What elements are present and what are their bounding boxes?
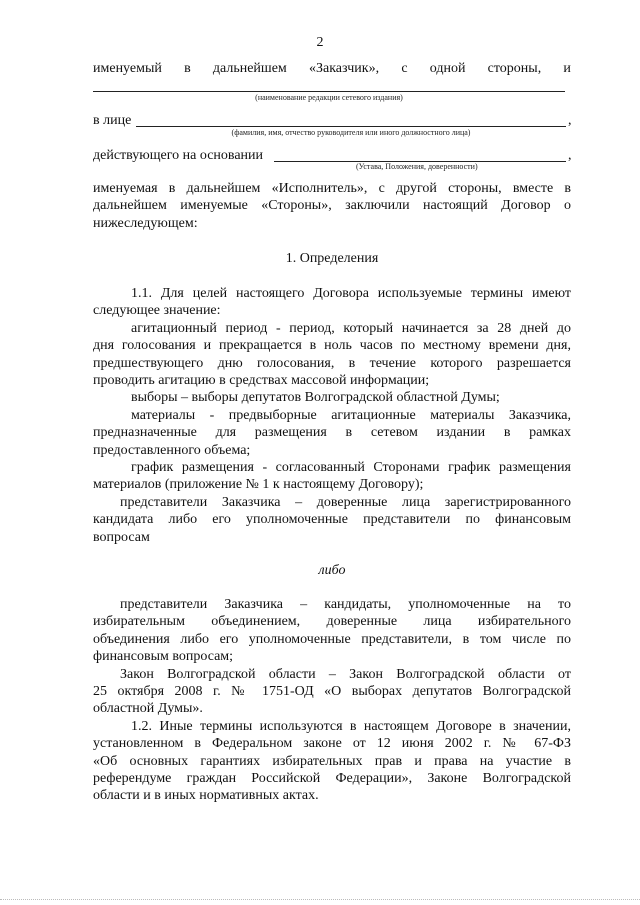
- text-line: нижеследующем:: [93, 215, 198, 231]
- text-line: агитационный период - период, который начинается за 28 дней до: [131, 320, 571, 336]
- text-line: предоставленного объема;: [93, 442, 251, 458]
- header-word: именуемый: [93, 61, 162, 76]
- text-line: объединения либо его уполномоченные представители, в том числе по: [93, 631, 571, 647]
- header-word: дальнейшем: [212, 61, 287, 76]
- text-line: областной Думы».: [93, 701, 203, 717]
- basis-caption: (Устава, Положения, доверенности): [356, 162, 478, 171]
- header-word: стороны,: [487, 61, 542, 76]
- text-line: установленном в Федеральном законе от 12 июня 2002 г. № 67-ФЗ: [93, 736, 571, 752]
- header-word: и: [563, 61, 571, 76]
- in-person-line: [136, 126, 566, 127]
- page-number: 2: [316, 35, 324, 50]
- text-line: представители Заказчика – доверенные лица зарегистрированного: [120, 494, 571, 510]
- text-line: проводить агитацию в средствах массовой информации;: [93, 373, 430, 388]
- text-line: Закон Волгоградской области – Закон Волгоградской области от: [120, 666, 571, 682]
- text-line: избирательным объединением, доверенные лица избирательного: [93, 614, 571, 630]
- text-line: именуемая в дальнейшем «Исполнитель», с другой стороны, вместе в: [93, 181, 571, 196]
- text-line: 1.2. Иные термины используются в настоящем Договоре в значении,: [131, 718, 571, 734]
- header-word: «Заказчик»,: [308, 61, 380, 76]
- publication-name-line: [93, 91, 565, 92]
- text-line: предназначенные для размещения в сетевом издании в рамках: [93, 425, 571, 441]
- text-line: референдуме граждан Российской Федерации», Законе Волгоградской: [93, 771, 571, 786]
- text-line: области и в иных нормативных актах.: [93, 788, 319, 804]
- text-line: финансовым вопросам;: [93, 649, 234, 665]
- text-line: материалы - предвыборные агитационные материалы Заказчика,: [131, 407, 571, 423]
- text-line: дальнейшем именуемые «Стороны», заключили настоящий Договор о: [93, 198, 571, 214]
- header-word: одной: [429, 61, 466, 76]
- text-line: «Об основных гарантиях избирательных прав и права на участие в: [93, 753, 571, 769]
- text-line: предшествующего дню голосования, в течение которого разрешается: [93, 355, 571, 371]
- text-line: дня голосования и прекращается в ноль часов по местному времени дня,: [93, 338, 571, 354]
- basis-comma: ,: [568, 148, 572, 163]
- scan-edge: [0, 899, 640, 900]
- header-first-line: [93, 60, 571, 77]
- text-line: 1.1. Для целей настоящего Договора используемые термины имеют: [131, 286, 571, 301]
- text-line: кандидата либо его уполномоченные представители по финансовым: [93, 512, 571, 528]
- in-person-comma: ,: [568, 113, 572, 128]
- or-separator: либо: [318, 563, 346, 578]
- text-line: выборы – выборы депутатов Волгоградской областной Думы;: [131, 390, 500, 406]
- text-line: представители Заказчика – кандидаты, уполномоченные на то: [120, 597, 571, 612]
- header-word: с: [401, 61, 408, 76]
- text-line: материалов (приложение № 1 к настоящему Договору);: [93, 477, 424, 493]
- publication-name-caption: (наименование редакции сетевого издания): [255, 93, 403, 102]
- text-line: следующее значение:: [93, 303, 221, 319]
- intro-paragraph: [93, 180, 571, 232]
- section-title: 1. Определения: [285, 251, 379, 266]
- in-person-label: в лице: [93, 113, 132, 128]
- text-line: 25 октября 2008 г. № 1751-ОД «О выборах депутатов Волгоградской: [93, 684, 571, 699]
- in-person-caption: (фамилия, имя, отчество руководителя или иного должностного лица): [231, 128, 471, 137]
- basis-label: действующего на основании: [93, 148, 264, 163]
- text-line: вопросам: [93, 529, 150, 545]
- header-word: в: [184, 61, 191, 76]
- text-line: график размещения - согласованный Сторонами график размещения: [131, 460, 571, 475]
